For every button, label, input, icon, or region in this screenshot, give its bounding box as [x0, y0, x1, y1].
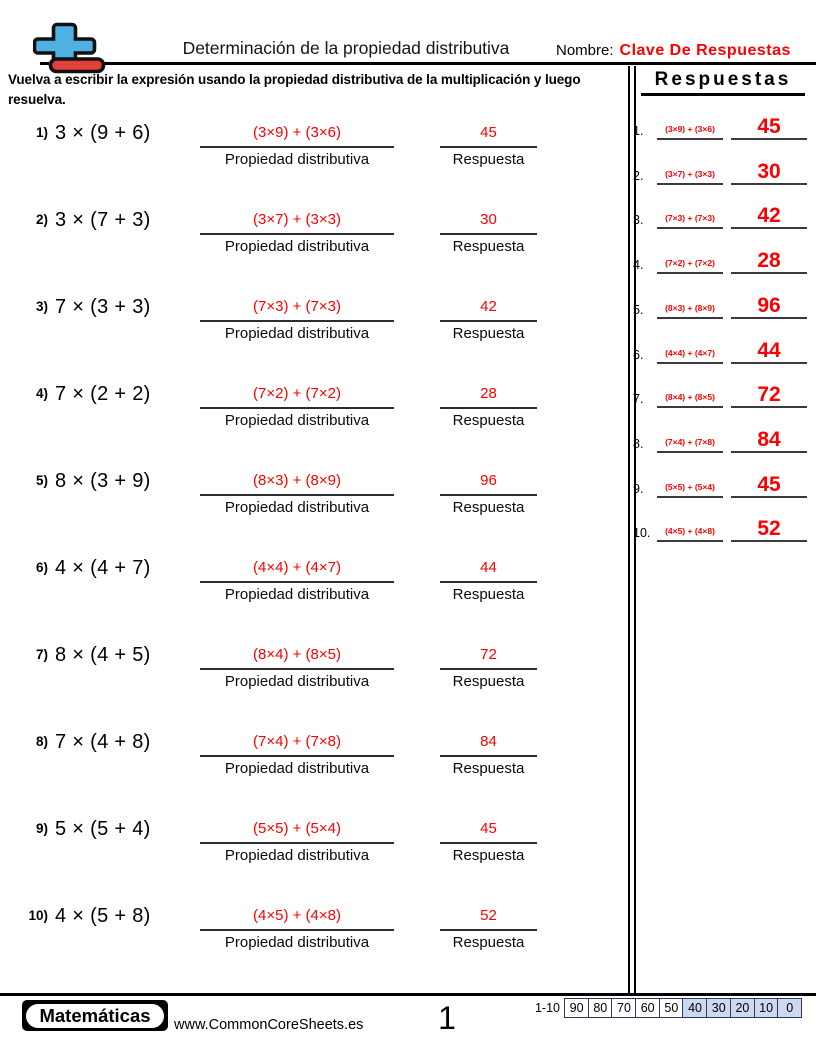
problem-row	[0, 727, 622, 799]
score-box	[754, 998, 779, 1018]
answer-item-value: 72	[731, 383, 807, 408]
score-table	[564, 998, 802, 1018]
answer-field-label: Respuesta	[452, 585, 525, 603]
distributive-field-label: Propiedad distributiva	[224, 759, 370, 777]
answer-item-number: 1.	[633, 124, 644, 138]
problem-expression: 3 × (7 + 3)	[55, 209, 151, 231]
distributive-field-label: Propiedad distributiva	[224, 498, 370, 516]
problem-number: 10)	[28, 908, 48, 923]
brand-badge	[22, 1000, 168, 1031]
answer-item-value: 45	[731, 115, 807, 140]
page-number: 1	[438, 1000, 456, 1036]
score-box-value: 20	[735, 1001, 750, 1015]
score-box	[635, 998, 660, 1018]
answer-field	[440, 644, 537, 690]
answer-value: 30	[440, 209, 537, 235]
distributive-field	[200, 731, 394, 777]
answer-field-label: Respuesta	[452, 672, 525, 690]
distributive-value: (5×5) + (5×4)	[200, 818, 394, 844]
score-box-value: 30	[711, 1001, 726, 1015]
problem-number: 4)	[35, 386, 48, 401]
answer-field	[440, 905, 537, 951]
score-range-label: 1-10	[534, 1001, 560, 1015]
answers-panel-title: Respuestas	[641, 69, 805, 96]
distributive-field	[200, 383, 394, 429]
distributive-value: (7×4) + (7×8)	[200, 731, 394, 757]
distributive-value: (8×4) + (8×5)	[200, 644, 394, 670]
answer-item-expression: (3×9) + (3×6)	[657, 124, 723, 140]
answer-item-number: 9.	[633, 481, 644, 496]
distributive-field	[200, 296, 394, 342]
answer-value: 52	[440, 905, 537, 931]
problem-row	[0, 379, 622, 451]
answer-key-item	[631, 104, 807, 140]
problem-number: 5)	[35, 473, 48, 488]
answer-item-number: 4.	[633, 258, 644, 273]
problem-number: 9)	[35, 821, 48, 836]
problem-expression: 7 × (2 + 2)	[55, 383, 151, 405]
answer-item-expression: (3×7) + (3×3)	[657, 169, 723, 185]
answer-item-number: 5.	[633, 302, 644, 317]
problem-expression: 7 × (4 + 8)	[55, 731, 151, 753]
answer-item-value: 45	[731, 473, 807, 498]
name-label: Nombre:	[556, 42, 614, 59]
score-box-value: 40	[688, 1001, 702, 1015]
problem-number: 3)	[35, 299, 48, 314]
problem-number: 2)	[35, 212, 48, 227]
answer-item-expression: (7×3) + (7×3)	[657, 213, 723, 229]
answer-item-number: 10.	[633, 526, 651, 541]
answer-field	[440, 557, 537, 603]
distributive-value: (7×2) + (7×2)	[200, 383, 394, 409]
problem-expression: 3 × (9 + 6)	[55, 122, 151, 144]
distributive-field	[200, 905, 394, 951]
answer-item-value: 42	[731, 204, 807, 229]
distributive-field	[200, 470, 394, 516]
answer-field-label: Respuesta	[452, 324, 525, 342]
problem-row	[0, 814, 622, 886]
score-box	[564, 998, 589, 1018]
problem-row	[0, 553, 622, 625]
score-box	[777, 998, 802, 1018]
answer-field	[440, 818, 537, 864]
answer-key-badge: Clave De Respuestas	[619, 42, 791, 59]
answer-item-value: 44	[731, 339, 807, 364]
answer-item-value: 84	[731, 428, 807, 453]
answer-field	[440, 383, 537, 429]
answer-key-item	[631, 328, 807, 364]
website-url: www.CommonCoreSheets.es	[174, 1017, 364, 1033]
problem-row	[0, 640, 622, 712]
score-box	[611, 998, 636, 1018]
answer-item-number: 7.	[633, 392, 644, 407]
answer-key-item	[631, 506, 807, 542]
answer-key-item	[631, 462, 807, 498]
distributive-value: (4×5) + (4×8)	[200, 905, 394, 931]
answer-item-expression: (5×5) + (5×4)	[657, 482, 723, 498]
answer-value: 42	[440, 296, 537, 322]
answer-field-label: Respuesta	[452, 846, 525, 864]
plus-minus-logo-icon	[33, 21, 109, 75]
distributive-field	[200, 557, 394, 603]
answer-item-expression: (7×2) + (7×2)	[657, 258, 723, 274]
answer-field-label: Respuesta	[452, 150, 525, 168]
problem-expression: 5 × (5 + 4)	[55, 818, 151, 840]
problem-row	[0, 901, 622, 973]
score-box-value: 60	[640, 1001, 655, 1015]
page-title: Determinación de la propiedad distributiva	[182, 38, 510, 58]
score-box	[588, 998, 613, 1018]
score-box-value: 70	[617, 1001, 631, 1015]
distributive-field	[200, 644, 394, 690]
answer-field-label: Respuesta	[452, 237, 525, 255]
distributive-field-label: Propiedad distributiva	[224, 585, 370, 603]
problem-number: 1)	[35, 125, 48, 140]
problem-number: 8)	[35, 734, 48, 749]
distributive-field-label: Propiedad distributiva	[224, 150, 370, 168]
score-box-value: 0	[786, 1001, 794, 1015]
answer-value: 45	[440, 818, 537, 844]
answer-item-expression: (4×4) + (4×7)	[657, 348, 723, 364]
answer-item-number: 8.	[633, 436, 644, 451]
distributive-field-label: Propiedad distributiva	[224, 411, 370, 429]
problem-row	[0, 118, 622, 190]
score-box-value: 90	[569, 1001, 584, 1015]
answer-field	[440, 209, 537, 255]
answer-value: 96	[440, 470, 537, 496]
score-box	[659, 998, 684, 1018]
problem-expression: 4 × (4 + 7)	[55, 557, 151, 579]
answer-item-expression: (8×4) + (8×5)	[657, 392, 723, 408]
problem-expression: 8 × (3 + 9)	[55, 470, 151, 492]
answer-value: 45	[440, 122, 537, 148]
answer-key-item	[631, 417, 807, 453]
answer-item-value: 28	[731, 249, 807, 274]
distributive-field-label: Propiedad distributiva	[224, 933, 370, 951]
answer-field	[440, 296, 537, 342]
answer-item-expression: (7×4) + (7×8)	[657, 437, 723, 453]
answer-item-value: 30	[731, 160, 807, 185]
distributive-field-label: Propiedad distributiva	[224, 846, 370, 864]
problem-expression: 8 × (4 + 5)	[55, 644, 151, 666]
answer-field-label: Respuesta	[452, 759, 525, 777]
answer-item-expression: (8×3) + (8×9)	[657, 303, 723, 319]
problem-number: 7)	[35, 647, 48, 662]
score-box-value: 10	[759, 1001, 774, 1015]
answer-item-number: 6.	[633, 347, 644, 362]
problem-expression: 4 × (5 + 8)	[55, 905, 151, 927]
distributive-field	[200, 209, 394, 255]
answer-key-item	[631, 238, 807, 274]
score-box	[706, 998, 731, 1018]
distributive-field	[200, 818, 394, 864]
instructions-text: Vuelva a escribir la expresión usando la propiedad distributiva de la multiplicación y luego resuelva.	[8, 72, 581, 107]
problem-expression: 7 × (3 + 3)	[55, 296, 151, 318]
distributive-value: (7×3) + (7×3)	[200, 296, 394, 322]
answer-item-value: 96	[731, 294, 807, 319]
answers-list	[631, 104, 809, 604]
distributive-field	[200, 122, 394, 168]
header-rule	[40, 62, 816, 65]
distributive-value: (3×9) + (3×6)	[200, 122, 394, 148]
answer-value: 44	[440, 557, 537, 583]
answer-value: 72	[440, 644, 537, 670]
distributive-field-label: Propiedad distributiva	[224, 324, 370, 342]
answer-key-item	[631, 283, 807, 319]
score-box	[682, 998, 707, 1018]
answer-item-number: 3.	[633, 213, 644, 228]
answer-field-label: Respuesta	[452, 933, 525, 951]
footer-rule	[0, 993, 816, 996]
answer-key-item	[631, 372, 807, 408]
problem-row	[0, 466, 622, 538]
answer-field-label: Respuesta	[452, 498, 525, 516]
distributive-value: (4×4) + (4×7)	[200, 557, 394, 583]
answer-key-item	[631, 149, 807, 185]
score-box-value: 50	[664, 1001, 679, 1015]
answer-value: 28	[440, 383, 537, 409]
distributive-field-label: Propiedad distributiva	[224, 237, 370, 255]
distributive-field-label: Propiedad distributiva	[224, 672, 370, 690]
answer-field	[440, 470, 537, 516]
problem-number: 6)	[35, 560, 48, 575]
answer-field-label: Respuesta	[452, 411, 525, 429]
brand-name: Matemáticas	[26, 1004, 164, 1028]
answer-item-value: 52	[731, 517, 807, 542]
score-box-value: 80	[593, 1001, 608, 1015]
score-box	[730, 998, 755, 1018]
distributive-value: (8×3) + (8×9)	[200, 470, 394, 496]
answer-value: 84	[440, 731, 537, 757]
answer-key-item	[631, 193, 807, 229]
answer-item-expression: (4×5) + (4×8)	[657, 526, 723, 542]
answer-item-number: 2.	[633, 168, 644, 183]
problem-row	[0, 292, 622, 364]
problem-row	[0, 205, 622, 277]
answer-field	[440, 731, 537, 777]
answer-field	[440, 122, 537, 168]
distributive-value: (3×7) + (3×3)	[200, 209, 394, 235]
